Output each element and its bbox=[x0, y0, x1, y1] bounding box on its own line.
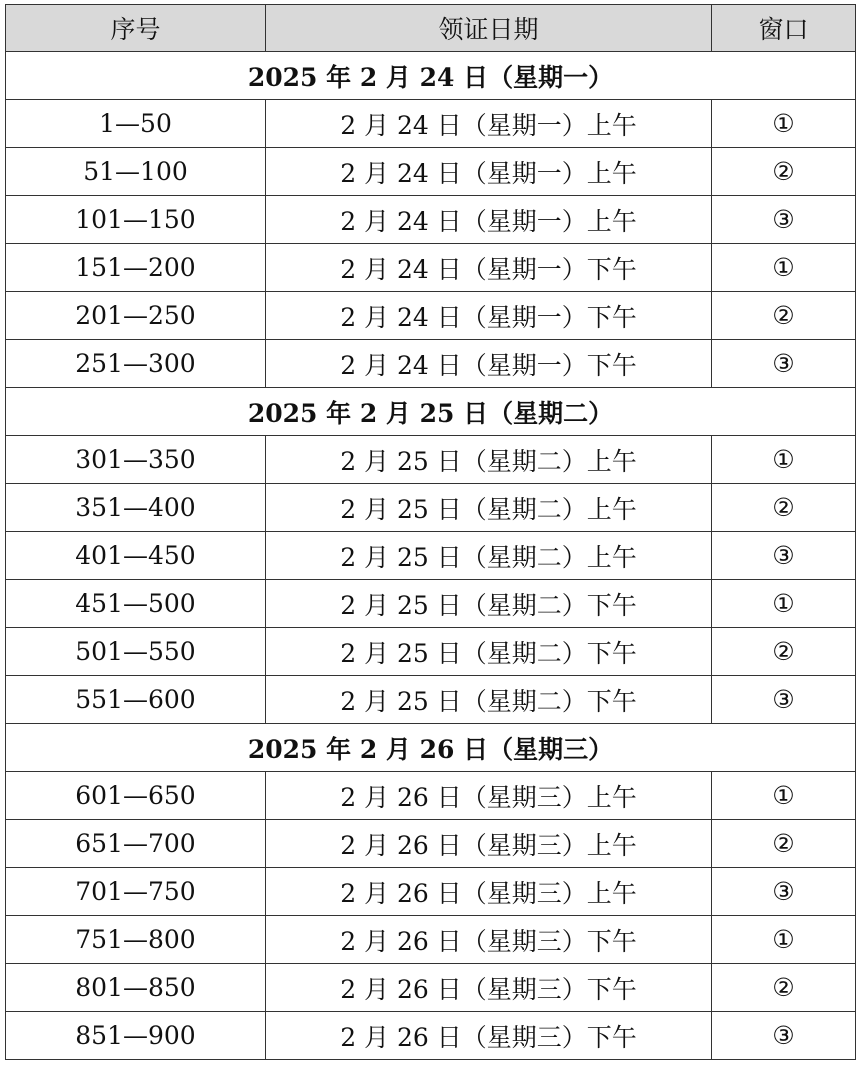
pickup-date-cell: 2 月 24 日（星期一）下午 bbox=[266, 292, 712, 340]
window-cell: ② bbox=[712, 820, 856, 868]
table-row bbox=[6, 292, 856, 340]
pickup-date-cell: 2 月 24 日（星期一）下午 bbox=[266, 244, 712, 292]
window-cell: ③ bbox=[712, 676, 856, 724]
window-cell: ① bbox=[712, 580, 856, 628]
pickup-date-cell: 2 月 25 日（星期二）上午 bbox=[266, 532, 712, 580]
window-cell: ② bbox=[712, 292, 856, 340]
serial-range-cell: 451—500 bbox=[6, 580, 266, 628]
table-row bbox=[6, 100, 856, 148]
pickup-date-cell: 2 月 25 日（星期二）上午 bbox=[266, 436, 712, 484]
serial-range-cell: 851—900 bbox=[6, 1012, 266, 1060]
pickup-date-cell: 2 月 26 日（星期三）上午 bbox=[266, 868, 712, 916]
serial-range-cell: 801—850 bbox=[6, 964, 266, 1012]
table-header bbox=[6, 5, 856, 52]
pickup-date-cell: 2 月 25 日（星期二）下午 bbox=[266, 676, 712, 724]
group-title: 2025 年 2 月 25 日（星期二） bbox=[6, 388, 856, 436]
serial-range-cell: 651—700 bbox=[6, 820, 266, 868]
window-cell: ③ bbox=[712, 196, 856, 244]
table-row bbox=[6, 916, 856, 964]
table-row bbox=[6, 1012, 856, 1060]
table-row bbox=[6, 580, 856, 628]
table-row bbox=[6, 244, 856, 292]
schedule-table bbox=[5, 4, 856, 1060]
pickup-date-cell: 2 月 25 日（星期二）下午 bbox=[266, 580, 712, 628]
window-cell: ③ bbox=[712, 340, 856, 388]
table-row bbox=[6, 964, 856, 1012]
serial-range-cell: 551—600 bbox=[6, 676, 266, 724]
pickup-date-cell: 2 月 26 日（星期三）下午 bbox=[266, 916, 712, 964]
window-cell: ② bbox=[712, 148, 856, 196]
serial-range-cell: 501—550 bbox=[6, 628, 266, 676]
serial-range-cell: 201—250 bbox=[6, 292, 266, 340]
table-row bbox=[6, 868, 856, 916]
serial-range-cell: 51—100 bbox=[6, 148, 266, 196]
group-row bbox=[6, 52, 856, 100]
table-row bbox=[6, 628, 856, 676]
window-cell: ① bbox=[712, 100, 856, 148]
table-row bbox=[6, 676, 856, 724]
serial-range-cell: 601—650 bbox=[6, 772, 266, 820]
group-row bbox=[6, 724, 856, 772]
serial-range-cell: 101—150 bbox=[6, 196, 266, 244]
serial-range-cell: 301—350 bbox=[6, 436, 266, 484]
serial-range-cell: 751—800 bbox=[6, 916, 266, 964]
serial-range-cell: 151—200 bbox=[6, 244, 266, 292]
serial-range-cell: 701—750 bbox=[6, 868, 266, 916]
serial-range-cell: 251—300 bbox=[6, 340, 266, 388]
pickup-date-cell: 2 月 26 日（星期三）上午 bbox=[266, 772, 712, 820]
header-date: 领证日期 bbox=[266, 5, 712, 52]
table-row bbox=[6, 772, 856, 820]
window-cell: ② bbox=[712, 964, 856, 1012]
pickup-date-cell: 2 月 26 日（星期三）上午 bbox=[266, 820, 712, 868]
pickup-date-cell: 2 月 24 日（星期一）下午 bbox=[266, 340, 712, 388]
table-row bbox=[6, 148, 856, 196]
header-window: 窗口 bbox=[712, 5, 856, 52]
table-body bbox=[6, 52, 856, 1060]
pickup-date-cell: 2 月 24 日（星期一）上午 bbox=[266, 196, 712, 244]
window-cell: ① bbox=[712, 916, 856, 964]
window-cell: ① bbox=[712, 772, 856, 820]
serial-range-cell: 351—400 bbox=[6, 484, 266, 532]
table-row bbox=[6, 484, 856, 532]
serial-range-cell: 401—450 bbox=[6, 532, 266, 580]
group-row bbox=[6, 388, 856, 436]
pickup-date-cell: 2 月 25 日（星期二）下午 bbox=[266, 628, 712, 676]
group-title: 2025 年 2 月 26 日（星期三） bbox=[6, 724, 856, 772]
pickup-date-cell: 2 月 26 日（星期三）下午 bbox=[266, 964, 712, 1012]
window-cell: ③ bbox=[712, 532, 856, 580]
table-row bbox=[6, 820, 856, 868]
table-row bbox=[6, 436, 856, 484]
window-cell: ③ bbox=[712, 1012, 856, 1060]
window-cell: ② bbox=[712, 484, 856, 532]
window-cell: ① bbox=[712, 436, 856, 484]
serial-range-cell: 1—50 bbox=[6, 100, 266, 148]
window-cell: ② bbox=[712, 628, 856, 676]
pickup-date-cell: 2 月 25 日（星期二）上午 bbox=[266, 484, 712, 532]
pickup-date-cell: 2 月 24 日（星期一）上午 bbox=[266, 100, 712, 148]
table-row bbox=[6, 532, 856, 580]
window-cell: ③ bbox=[712, 868, 856, 916]
window-cell: ① bbox=[712, 244, 856, 292]
group-title: 2025 年 2 月 24 日（星期一） bbox=[6, 52, 856, 100]
pickup-date-cell: 2 月 26 日（星期三）下午 bbox=[266, 1012, 712, 1060]
table-row bbox=[6, 340, 856, 388]
header-serial: 序号 bbox=[6, 5, 266, 52]
pickup-date-cell: 2 月 24 日（星期一）上午 bbox=[266, 148, 712, 196]
table-row bbox=[6, 196, 856, 244]
